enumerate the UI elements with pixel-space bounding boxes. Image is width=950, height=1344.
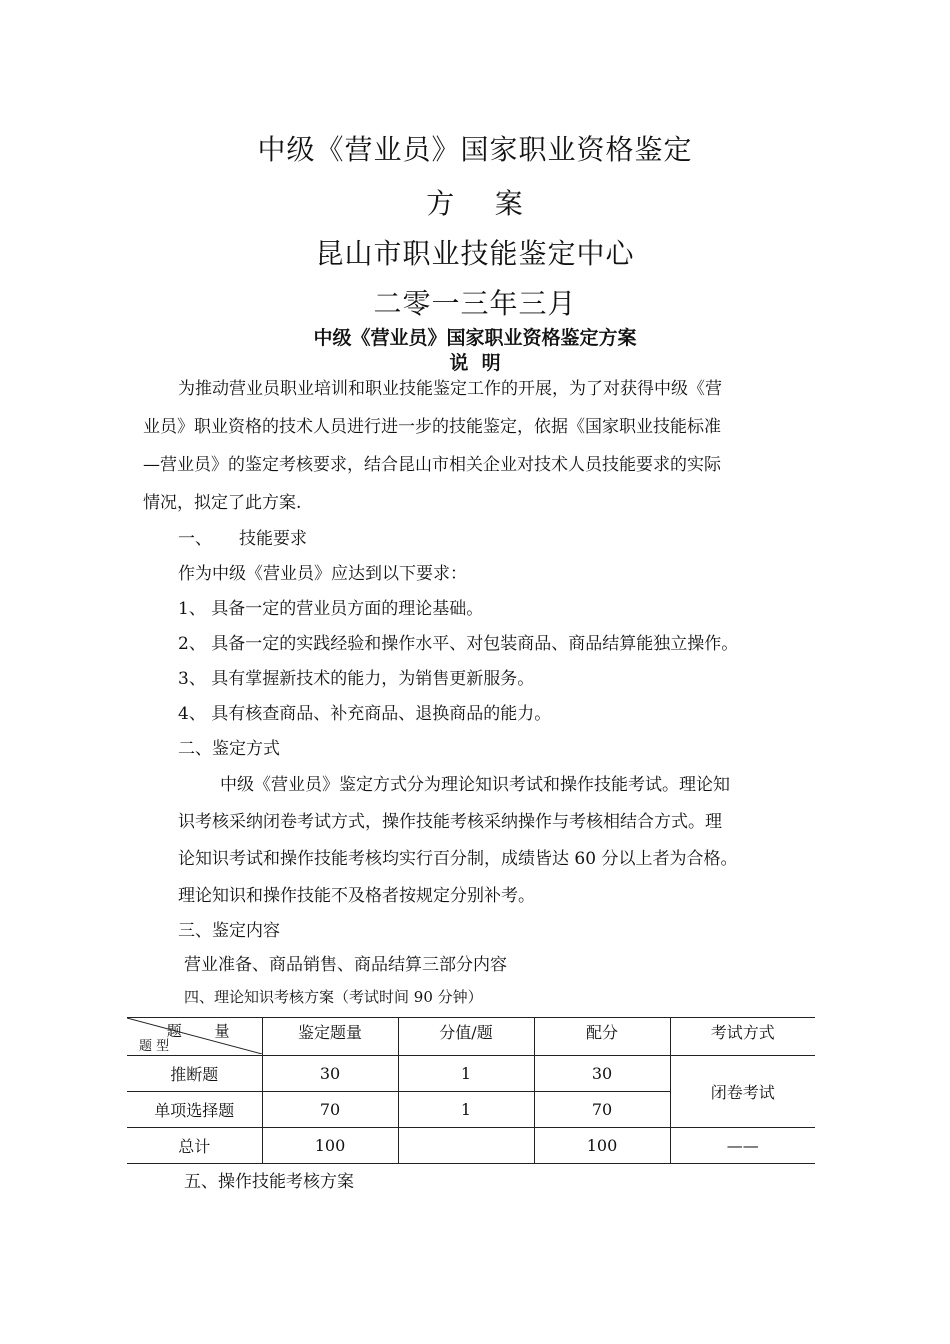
cover-title: 中级《营业员》国家职业资格鉴定 [257, 133, 693, 166]
s2-heading: 二、鉴定方式 [178, 739, 280, 759]
table-sum-row [127, 1128, 815, 1164]
row-total: 70 [534, 1092, 670, 1128]
s3-heading: 三、鉴定内容 [178, 921, 280, 941]
s2-line-1: 中级《营业员》鉴定方式分为理论知识考试和操作技能考试。理论知 [220, 775, 730, 795]
row-type: 推断题 [127, 1056, 262, 1092]
row-score: 1 [398, 1092, 534, 1128]
corner-top-label: 题 量 [166, 1022, 244, 1040]
s1-item-1: 1、 具备一定的营业员方面的理论基础。 [178, 599, 484, 619]
header-total: 配分 [534, 1018, 670, 1056]
s1-lead: 作为中级《营业员》应达到以下要求： [178, 564, 467, 584]
row-count: 30 [262, 1056, 398, 1092]
sum-method: —— [670, 1128, 815, 1164]
row-total: 30 [534, 1056, 670, 1092]
row-type: 单项选择题 [127, 1092, 262, 1128]
header-method: 考试方式 [670, 1018, 815, 1056]
s1-item-2: 2、 具备一定的实践经验和操作水平、对包装商品、商品结算能独立操作。 [178, 634, 739, 654]
intro-line-3: —营业员》的鉴定考核要求，结合昆山市相关企业对技术人员技能要求的实际 [143, 455, 721, 475]
s1-item-3: 3、 具有掌握新技术的能力，为销售更新服务。 [178, 669, 535, 689]
table-corner-cell [127, 1018, 262, 1056]
s1-item-4: 4、 具有核查商品、补充商品、退换商品的能力。 [178, 704, 552, 724]
sum-total: 100 [534, 1128, 670, 1164]
cover-org: 昆山市职业技能鉴定中心 [315, 237, 635, 270]
sum-count: 100 [262, 1128, 398, 1164]
sum-label: 总计 [127, 1128, 262, 1164]
exam-method-cell: 闭卷考试 [670, 1056, 815, 1128]
cover-date: 二零一三年三月 [373, 287, 577, 320]
s2-line-3: 论知识考试和操作技能考核均实行百分制，成绩皆达 60 分以上者为合格。 [178, 849, 738, 869]
intro-line-4: 情况，拟定了此方案. [143, 493, 302, 513]
s1-heading: 一、 技能要求 [178, 529, 308, 549]
doc-title: 中级《营业员》国家职业资格鉴定方案 [313, 327, 637, 349]
header-score: 分值/题 [398, 1018, 534, 1056]
cover-subtitle: 方 案 [426, 187, 524, 220]
section-heading: 说 明 [449, 352, 501, 374]
s4-heading: 四、理论知识考核方案（考试时间 90 分钟） [184, 988, 483, 1006]
s2-line-4: 理论知识和操作技能不及格者按规定分别补考。 [178, 886, 535, 906]
exam-table [127, 1017, 815, 1164]
s5-heading: 五、操作技能考核方案 [184, 1172, 354, 1192]
row-score: 1 [398, 1056, 534, 1092]
sum-score [398, 1128, 534, 1164]
s3-text: 营业准备、商品销售、商品结算三部分内容 [184, 955, 507, 975]
corner-bottom-label: 题 型 [139, 1039, 170, 1054]
intro-line-2: 业员》职业资格的技术人员进行进一步的技能鉴定，依据《国家职业技能标准 [143, 417, 721, 437]
header-count: 鉴定题量 [262, 1018, 398, 1056]
intro-line-1: 为推动营业员职业培训和职业技能鉴定工作的开展，为了对获得中级《营 [178, 379, 722, 399]
s2-line-2: 识考核采纳闭卷考试方式，操作技能考核采纳操作与考核相结合方式。理 [178, 812, 722, 832]
table-row [127, 1056, 815, 1092]
row-count: 70 [262, 1092, 398, 1128]
